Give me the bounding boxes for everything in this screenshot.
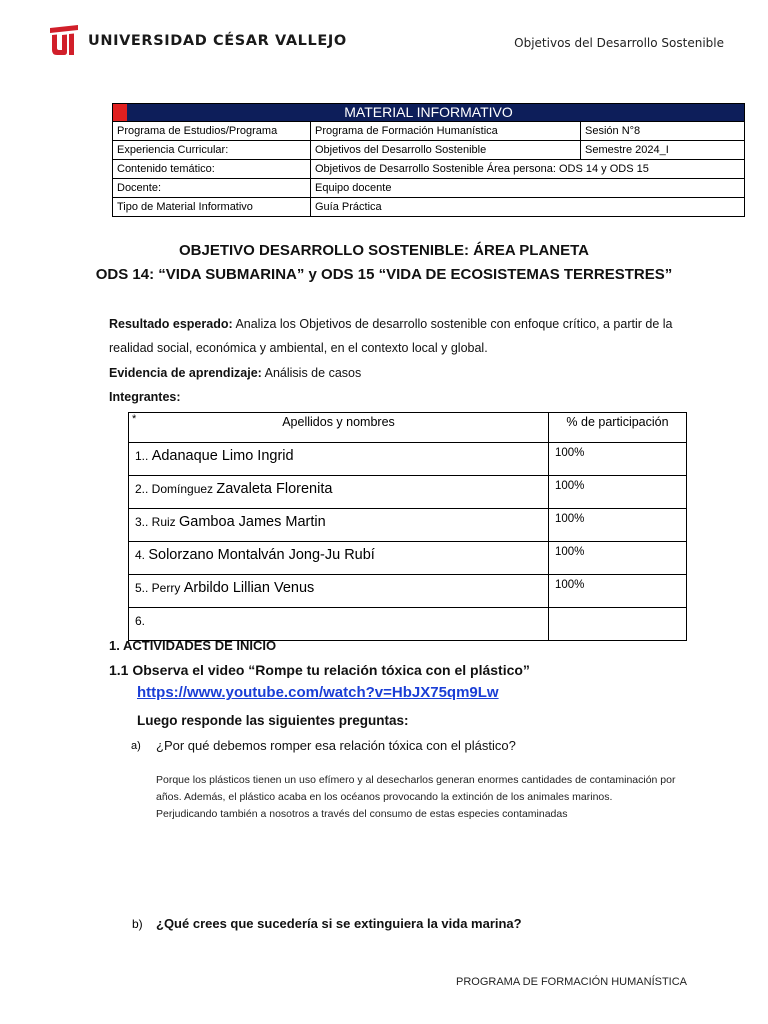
info-table (112, 103, 745, 217)
table-row (129, 476, 687, 509)
member-name: Zavaleta Florenita (216, 481, 333, 497)
table-cell: Contenido temático: (113, 160, 311, 179)
document-subtitle: ODS 14: “VIDA SUBMARINA” y ODS 15 “VIDA DE ECOSISTEMAS TERRESTRES” (95, 266, 673, 283)
table-row (113, 179, 745, 198)
table-row (129, 608, 687, 641)
table-row (129, 575, 687, 608)
question-a: ¿Por qué debemos romper esa relación tóxica con el plástico? (156, 738, 516, 753)
red-accent-block (113, 104, 127, 122)
member-prefix: 6. (135, 614, 146, 628)
expected-result-label: Resultado esperado: (109, 317, 233, 331)
member-prefix: 4. (135, 548, 149, 562)
member-name: Gamboa James Martin (179, 514, 326, 530)
info-table-heading: MATERIAL INFORMATIVO (344, 104, 513, 120)
table-cell: Objetivos de Desarrollo Sostenible Área persona: ODS 14 y ODS 15 (311, 160, 745, 179)
header-title: Objetivos del Desarrollo Sostenible (514, 36, 724, 50)
table-row (129, 443, 687, 476)
activities-heading: 1. ACTIVIDADES DE INICIO (109, 638, 277, 653)
member-prefix: 1.. (135, 449, 152, 463)
member-participation: 100% (549, 443, 687, 476)
member-name: Solorzano Montalván Jong-Ju Rubí (148, 547, 375, 563)
question-b-marker: b) (132, 917, 143, 931)
table-cell: Programa de Formación Humanística (311, 122, 581, 141)
table-row (129, 542, 687, 575)
university-logo-icon (48, 24, 80, 56)
learning-evidence-text: Análisis de casos (264, 366, 362, 380)
table-row (113, 141, 745, 160)
member-participation: 100% (549, 476, 687, 509)
member-participation (549, 608, 687, 641)
corner-mark: * (132, 413, 137, 425)
learning-evidence (109, 361, 709, 385)
table-cell: Objetivos del Desarrollo Sostenible (311, 141, 581, 160)
member-participation: 100% (549, 509, 687, 542)
table-cell: Experiencia Curricular: (113, 141, 311, 160)
activity-subheading: 1.1 Observa el video “Rompe tu relación tóxica con el plástico” (109, 662, 530, 678)
member-name: Arbildo Lillian Venus (183, 580, 315, 596)
answer-a: Porque los plásticos tienen un uso efímero y al desecharlos generan enormes cantidades de contaminación por años. Además, el plástico acaba en los océanos provocando la extinción de los animales marinos. Perjudicando también a nosotros a través del consumo de estas especies contaminadas (156, 774, 676, 820)
instruction-text: Luego responde las siguientes preguntas: (137, 713, 409, 728)
member-prefix: 5.. Perry (135, 581, 184, 595)
footer-text: PROGRAMA DE FORMACIÓN HUMANÍSTICA (456, 976, 688, 988)
expected-result (109, 312, 709, 360)
video-link[interactable]: https://www.youtube.com/watch?v=HbJX75qm9Lw (137, 684, 499, 701)
table-cell: Tipo de Material Informativo (113, 198, 311, 217)
table-cell: Programa de Estudios/Programa (113, 122, 311, 141)
table-cell: Equipo docente (311, 179, 745, 198)
member-participation: 100% (549, 542, 687, 575)
question-b: ¿Qué crees que sucedería si se extinguiera la vida marina? (156, 916, 522, 931)
member-participation: 100% (549, 575, 687, 608)
members-table (128, 412, 687, 641)
member-prefix: 2.. Domínguez (135, 482, 217, 496)
members-label-text: Integrantes: (109, 390, 181, 404)
table-row (129, 509, 687, 542)
table-cell: Sesión N°8 (581, 122, 745, 141)
column-header-participation: % de participación (549, 413, 687, 443)
members-table-header (129, 413, 687, 443)
expected-result-text: Analiza los Objetivos de desarrollo sostenible con enfoque crítico, a partir de la realidad social, económica y ambiental, en el contexto local y global. (109, 317, 673, 355)
document-title: OBJETIVO DESARROLLO SOSTENIBLE: ÁREA PLANETA (178, 242, 590, 259)
question-a-marker: a) (131, 740, 141, 752)
table-cell: Docente: (113, 179, 311, 198)
table-cell: Semestre 2024_I (581, 141, 745, 160)
table-row (113, 198, 745, 217)
member-prefix: 3.. Ruiz (135, 515, 180, 529)
table-row (113, 160, 745, 179)
column-header-name: Apellidos y nombres (282, 415, 395, 429)
learning-evidence-label: Evidencia de aprendizaje: (109, 366, 262, 380)
members-label (109, 385, 709, 409)
table-cell: Guía Práctica (311, 198, 745, 217)
info-table-header (113, 104, 745, 122)
table-row (113, 122, 745, 141)
member-name: Adanaque Limo Ingrid (151, 448, 294, 464)
university-name: UNIVERSIDAD CÉSAR VALLEJO (88, 33, 347, 49)
